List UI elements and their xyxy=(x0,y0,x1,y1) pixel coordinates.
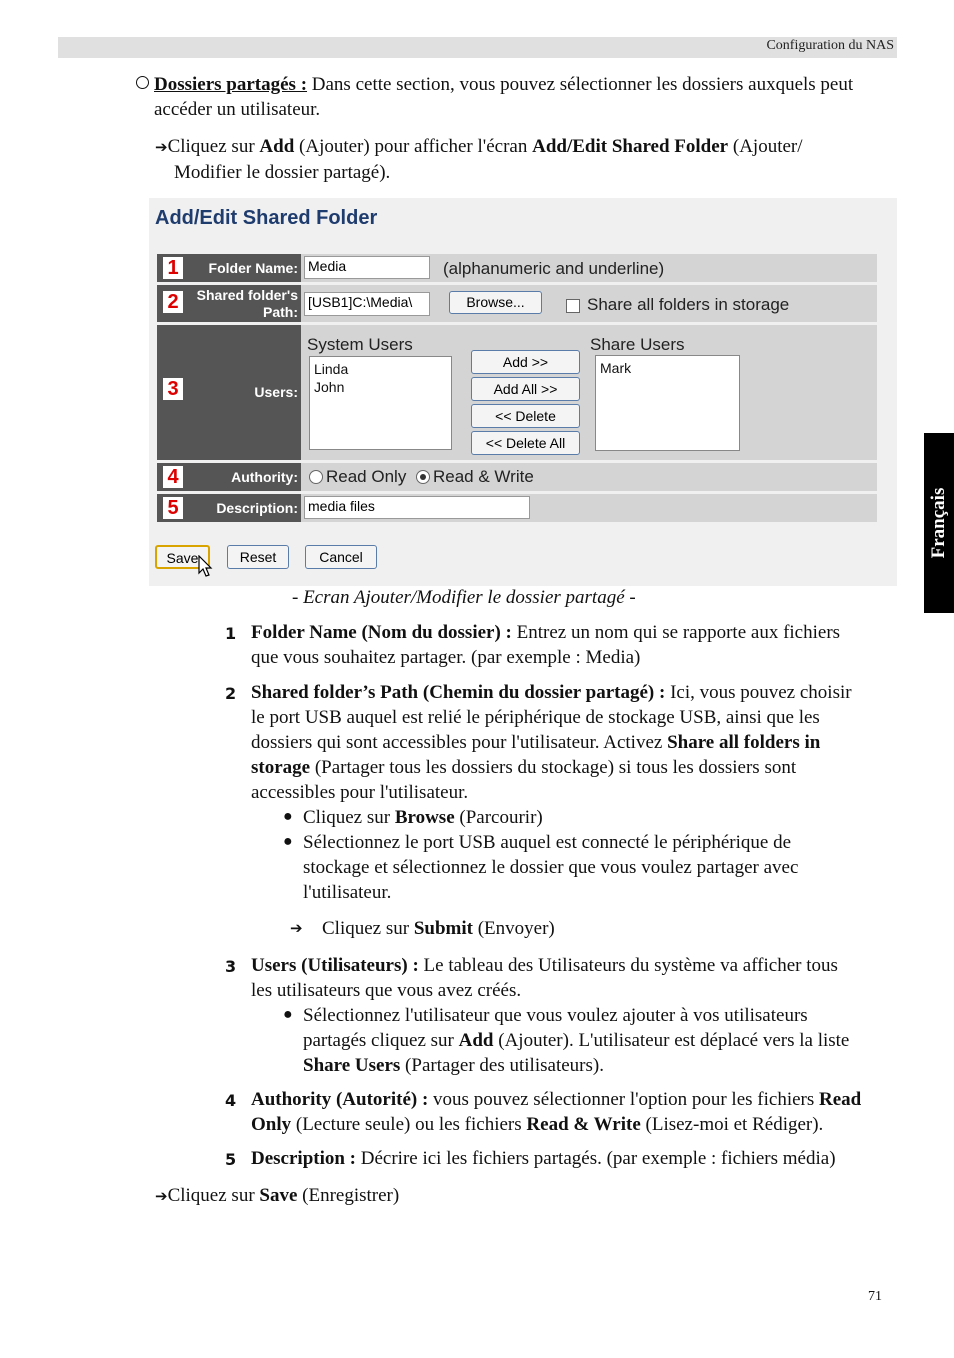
item-text: le port USB auquel est relié le périphérique de stockage USB, ainsi que les xyxy=(251,707,820,728)
read-write-label: Read & Write xyxy=(433,467,534,486)
item-text: vous pouvez sélectionner l'option pour les fichiers xyxy=(428,1089,820,1110)
share-users-list[interactable] xyxy=(595,355,740,451)
list-item[interactable]: Mark xyxy=(600,360,632,376)
instruction-text: (Enregistrer) xyxy=(297,1185,400,1206)
instruction-text: (Ajouter) pour afficher l'écran xyxy=(294,136,533,157)
item-text: Entrez un nom qui se rapporte aux fichiers xyxy=(511,622,841,643)
intro-paragraph xyxy=(136,72,906,122)
language-tab xyxy=(924,433,954,613)
mouse-cursor-icon xyxy=(198,555,214,579)
instruction-text: Cliquez sur xyxy=(322,918,414,939)
delete-button[interactable]: << Delete xyxy=(471,404,580,428)
item-bold: Read & Write xyxy=(526,1114,641,1135)
description-input[interactable]: media files xyxy=(304,496,530,519)
read-write-radio[interactable] xyxy=(416,470,430,484)
save-instruction xyxy=(155,1183,399,1209)
step-number: 1 xyxy=(163,257,183,279)
instruction-bold: Add/Edit Shared Folder xyxy=(532,136,729,157)
bullet-bold: Add xyxy=(458,1030,494,1051)
bullet-text: Sélectionnez l'utilisateur que vous voulez ajouter à vos utilisateurs xyxy=(303,1005,808,1026)
instruction-text: Cliquez sur xyxy=(167,1185,260,1206)
arrow-icon: ➔ xyxy=(155,1187,168,1205)
item-text: que vous souhaitez partager. (par exemple : Media) xyxy=(251,647,641,668)
figure-caption: - Ecran Ajouter/Modifier le dossier partagé - xyxy=(292,587,636,608)
users-label: Users: xyxy=(157,325,301,460)
item-text: (Partager tous les dossiers du stockage) si tous les dossiers sont xyxy=(310,757,797,778)
instruction-add xyxy=(155,134,900,185)
item-number: 4 xyxy=(225,1091,237,1110)
instruction-bold: Save xyxy=(259,1185,298,1206)
bullet-bold: Share Users xyxy=(303,1055,401,1076)
item-authority xyxy=(251,1087,898,1137)
folder-name-label: Folder Name: xyxy=(157,254,301,282)
arrow-icon: ➔ xyxy=(155,138,168,156)
submit-instruction xyxy=(322,916,555,941)
item-text: accessibles pour l'utilisateur. xyxy=(251,782,469,803)
description-label: Description: xyxy=(157,494,301,522)
bullet-text: (Ajouter). L'utilisateur est déplacé vers la liste xyxy=(493,1030,850,1051)
item-text: (Lecture seule) ou les fichiers xyxy=(291,1114,527,1135)
item-number: 1 xyxy=(225,624,237,643)
item-bold: storage xyxy=(251,757,311,778)
system-users-list[interactable] xyxy=(309,356,452,450)
delete-all-button[interactable]: << Delete All xyxy=(471,431,580,455)
page-number: 71 xyxy=(868,1289,882,1304)
authority-label: Authority: xyxy=(157,463,301,491)
read-only-radio[interactable] xyxy=(309,470,323,484)
bullet-icon: ● xyxy=(283,1006,293,1023)
item-title: Users (Utilisateurs) : xyxy=(251,955,419,976)
intro-text-2: accéder un utilisateur. xyxy=(154,99,321,120)
shared-folder-screenshot xyxy=(149,198,897,586)
item-text: Ici, vous pouvez choisir xyxy=(665,682,852,703)
path-label-line: Shared folder's xyxy=(196,287,298,303)
bullet-browse xyxy=(303,805,903,830)
bullet-text: l'utilisateur. xyxy=(303,882,392,903)
item-shared-path xyxy=(251,680,898,805)
bullet-select-port xyxy=(303,830,903,905)
system-users-title: System Users xyxy=(307,335,413,354)
item-title: Folder Name (Nom du dossier) : xyxy=(251,622,512,643)
bullet-icon: ● xyxy=(283,808,293,825)
item-bold: Share all folders in xyxy=(667,732,821,753)
item-bold: Read xyxy=(819,1089,862,1110)
step-number: 3 xyxy=(163,378,183,400)
item-text: dossiers qui sont accessibles pour l'utilisateur. Activez xyxy=(251,732,668,753)
path-label-line: Path: xyxy=(263,304,298,320)
bullet-select-user xyxy=(303,1003,903,1078)
panel-title: Add/Edit Shared Folder xyxy=(155,207,378,229)
instruction-text: (Envoyer) xyxy=(472,918,555,939)
instruction-text: (Ajouter/ xyxy=(728,136,803,157)
item-folder-name xyxy=(251,620,898,670)
bullet-text: (Parcourir) xyxy=(454,807,543,828)
share-all-checkbox[interactable] xyxy=(566,299,580,313)
intro-text: Dans cette section, vous pouvez sélectionner les dossiers auxquels peut xyxy=(307,74,854,95)
language-tab-label: Français xyxy=(928,487,949,559)
share-users-title: Share Users xyxy=(590,335,685,354)
intro-heading: Dossiers partagés : xyxy=(154,74,308,95)
item-text: Le tableau des Utilisateurs du système va afficher tous xyxy=(418,955,838,976)
item-bold: Only xyxy=(251,1114,292,1135)
item-text: (Lisez-moi et Rédiger). xyxy=(640,1114,824,1135)
step-number: 5 xyxy=(163,497,183,519)
step-number: 4 xyxy=(163,466,183,488)
bullet-text: partagés cliquez sur xyxy=(303,1030,459,1051)
item-number: 5 xyxy=(225,1150,237,1169)
bullet-icon: ● xyxy=(283,833,293,850)
save-button[interactable]: Save xyxy=(155,545,210,569)
folder-name-input[interactable]: Media xyxy=(304,256,430,279)
item-title: Shared folder’s Path (Chemin du dossier partagé) : xyxy=(251,682,666,703)
instruction-bold: Add xyxy=(259,136,295,157)
add-button[interactable]: Add >> xyxy=(471,350,580,374)
reset-button[interactable]: Reset xyxy=(227,545,289,569)
item-title: Description : xyxy=(251,1148,357,1169)
read-only-label: Read Only xyxy=(326,467,407,486)
instruction-bold: Submit xyxy=(413,918,473,939)
bullet-text: stockage et sélectionnez le dossier que vous voulez partager avec xyxy=(303,857,799,878)
running-header: Configuration du NAS xyxy=(766,38,894,53)
arrow-icon: ➔ xyxy=(290,919,303,937)
instruction-text: Modifier le dossier partagé). xyxy=(174,162,391,183)
circle-bullet-icon xyxy=(136,76,149,89)
item-text: les utilisateurs que vous avez créés. xyxy=(251,980,522,1001)
add-all-button[interactable]: Add All >> xyxy=(471,377,580,401)
share-all-label: Share all folders in storage xyxy=(587,295,790,314)
list-item[interactable]: Linda xyxy=(314,361,349,377)
bullet-text: Sélectionnez le port USB auquel est connecté le périphérique de xyxy=(303,832,792,853)
bullet-text: (Partager des utilisateurs). xyxy=(400,1055,604,1076)
step-number: 2 xyxy=(163,291,183,313)
item-text: Décrire ici les fichiers partagés. (par exemple : fichiers média) xyxy=(356,1148,836,1169)
browse-button[interactable]: Browse... xyxy=(449,291,542,314)
item-number: 3 xyxy=(225,957,237,976)
item-title: Authority (Autorité) : xyxy=(251,1089,429,1110)
folder-name-hint: (alphanumeric and underline) xyxy=(443,259,665,278)
item-description xyxy=(251,1146,898,1171)
path-input[interactable]: [USB1]C:\Media\ xyxy=(304,292,430,316)
item-users xyxy=(251,953,898,1003)
cancel-button[interactable]: Cancel xyxy=(305,545,377,569)
bullet-text: Cliquez sur xyxy=(303,807,395,828)
item-number: 2 xyxy=(225,684,237,703)
instruction-text: Cliquez sur xyxy=(167,136,260,157)
bullet-bold: Browse xyxy=(394,807,455,828)
list-item[interactable]: John xyxy=(314,379,345,395)
